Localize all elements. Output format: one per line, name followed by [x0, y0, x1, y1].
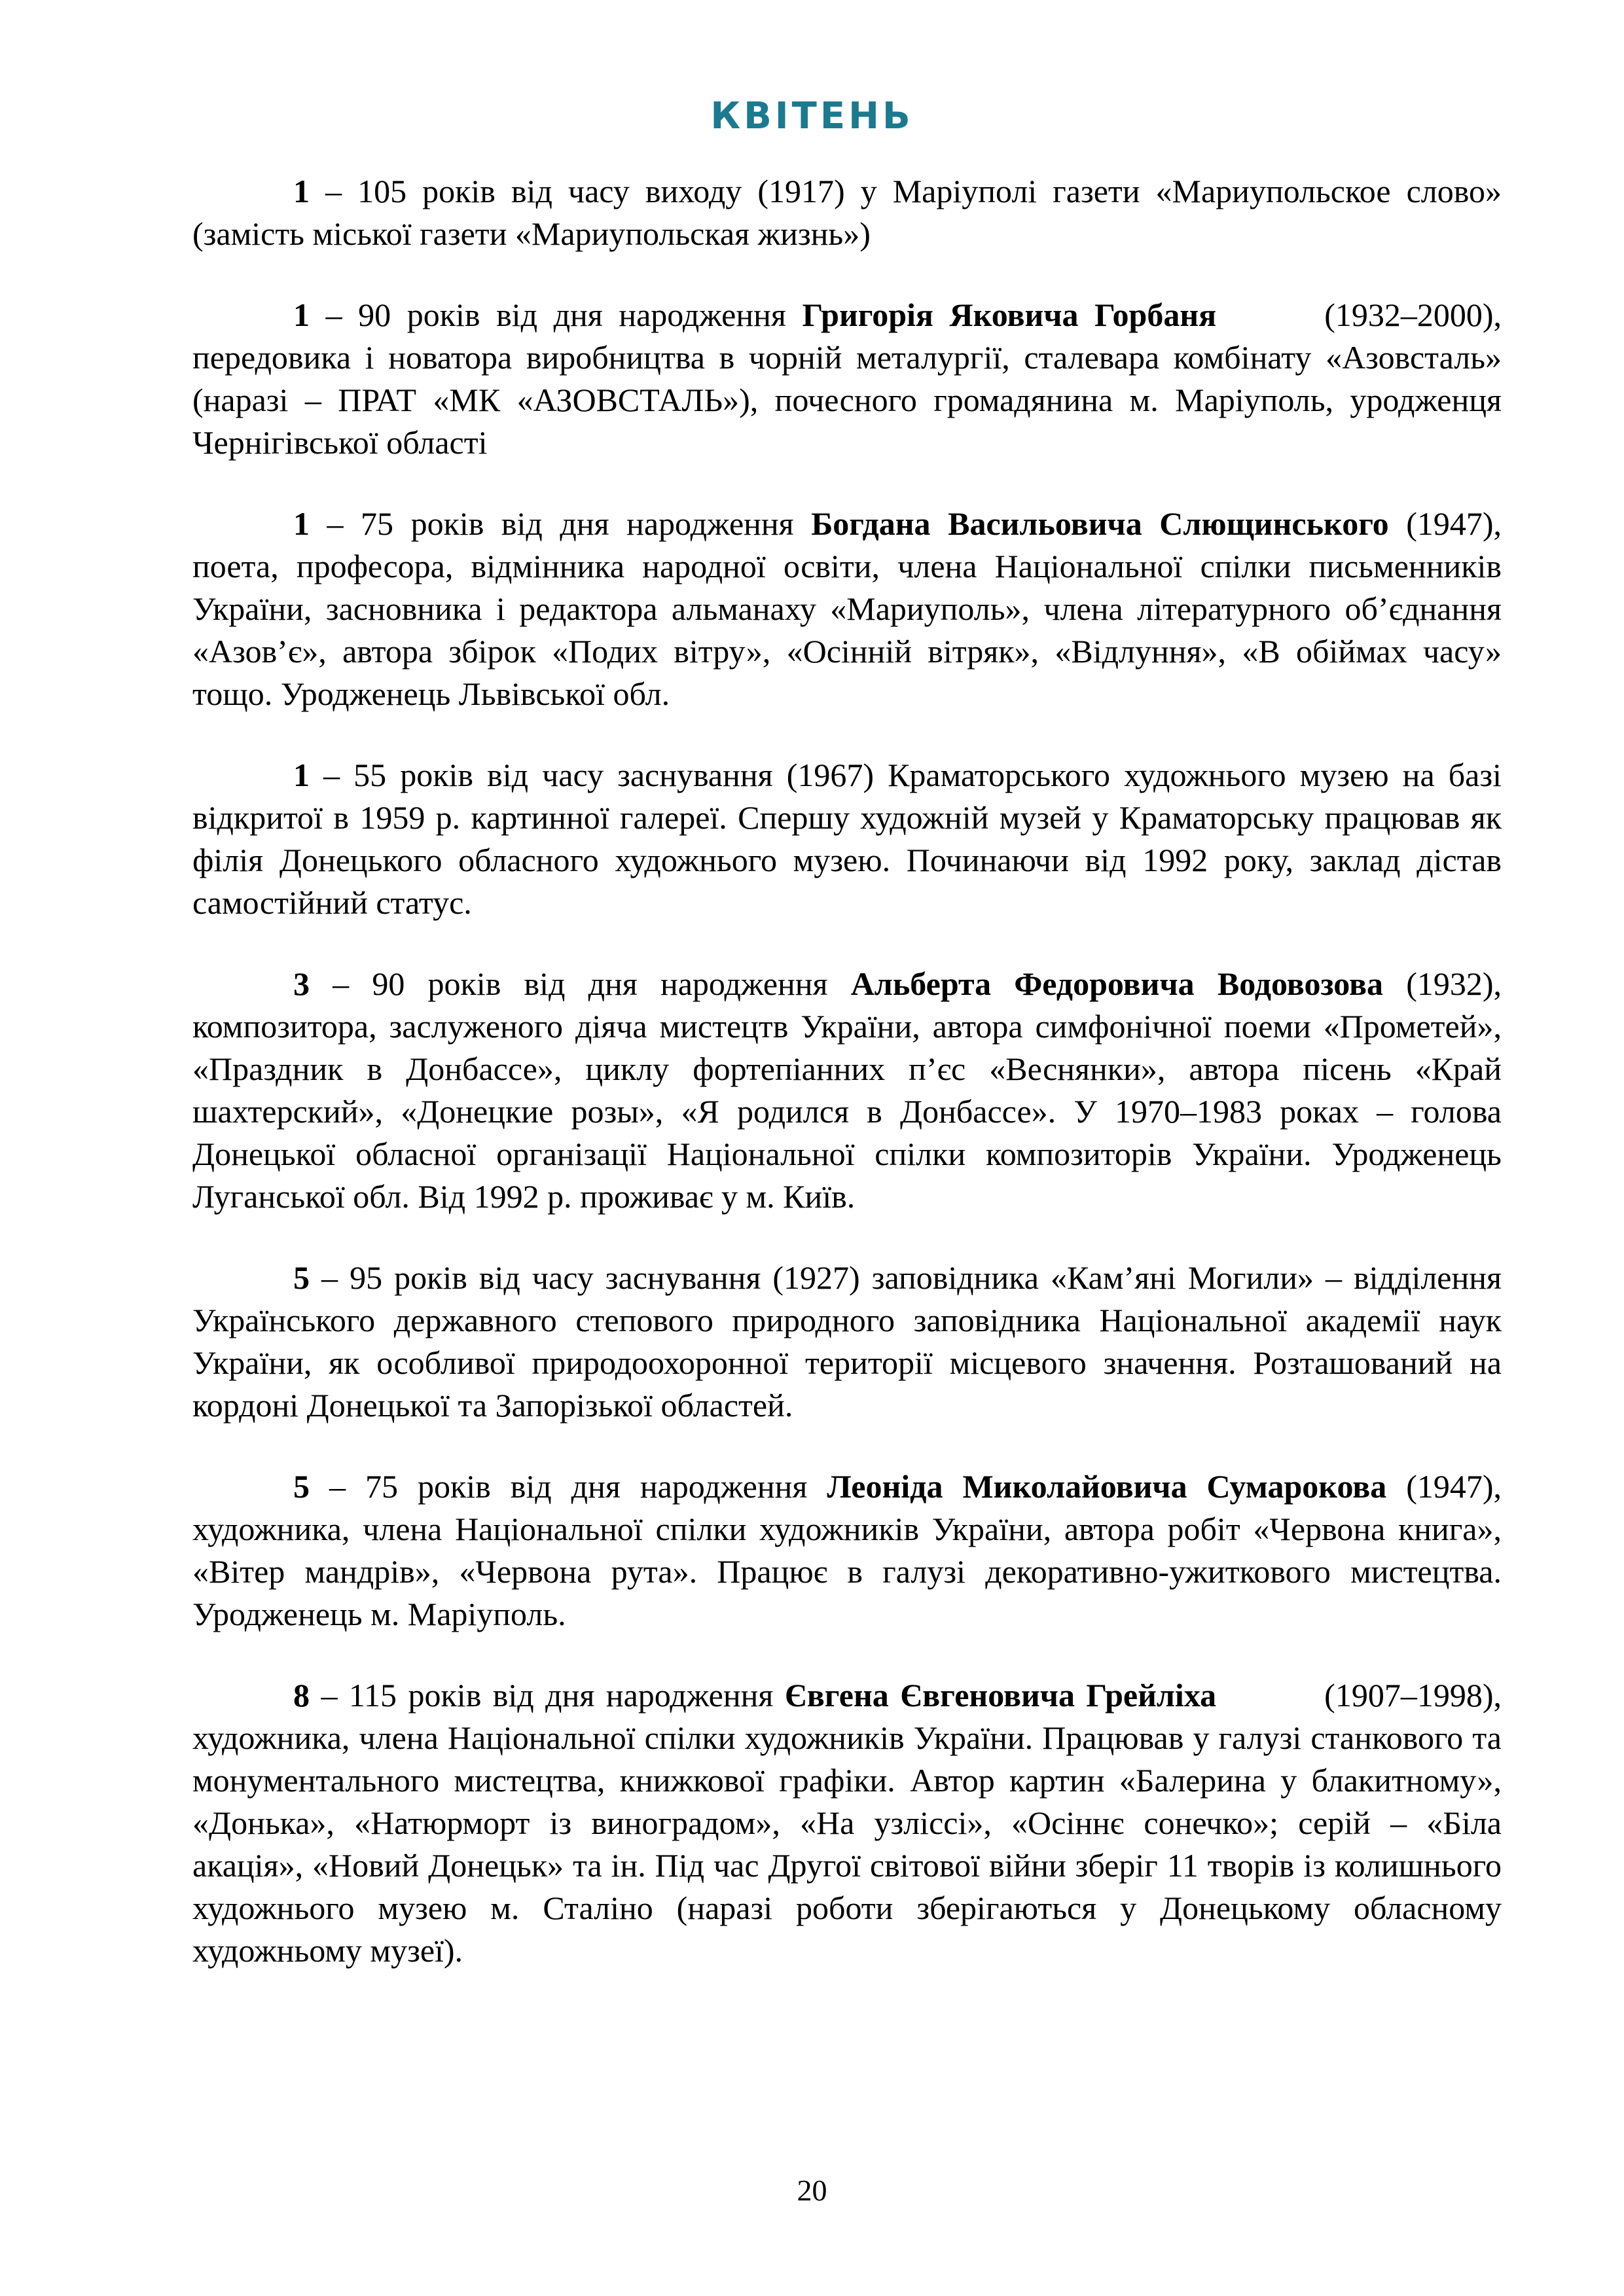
entry-day: 1	[293, 505, 310, 542]
entry-text: (1947), художника, члена Національної спілки художників України, автора робіт «Червона книга», «Вітер мандрів», «Червона рута». Працює в галузі декоративно-ужиткового мистецтва. Уродженець м. Маріуполь.	[192, 1468, 1502, 1632]
entry-day: 5	[293, 1259, 310, 1296]
list-item	[192, 170, 1502, 255]
entry-day: 1	[293, 757, 310, 793]
person-name: Євгена Євгеновича Грейліха	[784, 1677, 1217, 1713]
entry-lead: – 90 років від дня народження	[310, 296, 803, 333]
list-item	[192, 1674, 1502, 1972]
person-name: Богдана Васильовича Слющинського	[811, 505, 1389, 542]
list-item	[192, 754, 1502, 924]
entry-lead: – 115 років від дня народження	[310, 1677, 785, 1713]
entry-day: 3	[293, 965, 310, 1002]
list-item	[192, 1465, 1502, 1636]
person-name: Альберта Федоровича Водовозова	[850, 965, 1384, 1002]
entry-lead: – 90 років від дня народження	[310, 965, 851, 1002]
list-item	[192, 503, 1502, 715]
entry-text: (1907–1998), художника, члена Національної спілки художників України. Працював у галузі станкового та монументального мистецтва, книжкової графіки. Автор картин «Балерина у блакитному», «Донька», «Натюрморт із виноградом», «На узліссі», «Осіннє сонечко»; серій – «Біла акація», «Новий Донецьк» та ін. Під час Другої світової війни зберіг 11 творів із колишнього художнього музею м. Сталіно (наразі роботи зберігаються у Донецькому обласному художньому музеї).	[192, 1677, 1502, 1969]
list-item	[192, 294, 1502, 464]
entries-list	[192, 170, 1502, 2011]
entry-day: 8	[293, 1677, 310, 1713]
person-name: Леоніда Миколайовича Сумарокова	[827, 1468, 1387, 1505]
entry-text: – 95 років від часу заснування (1927) заповідника «Кам’яні Могили» – відділення Українського державного степового природного заповідника Національної академії наук України, як особливої природоохоронної території місцевого значення. Розташований на кордоні Донецької та Запорізької областей.	[192, 1259, 1502, 1424]
entry-text: (1947), поета, професора, відмінника народної освіти, члена Національної спілки письменників України, засновника і редактора альманаху «Мариуполь», члена літературного об’єднання «Азов’є», автора збірок «Подих вітру», «Осінній вітряк», «Відлуння», «В обіймах часу» тощо. Уродженець Львівської обл.	[192, 505, 1502, 712]
entry-lead: – 75 років від дня народження	[310, 1468, 827, 1505]
entry-text: – 105 років від часу виходу (1917) у Маріуполі газети «Мариупольское слово» (замість міської газети «Мариупольская жизнь»)	[192, 173, 1502, 252]
entry-day: 1	[293, 296, 310, 333]
list-item	[192, 963, 1502, 1218]
entry-text: – 55 років від часу заснування (1967) Краматорського художнього музею на базі відкритої в 1959 р. картинної галереї. Спершу художній музей у Краматорську працював як філія Донецького обласного художнього музею. Починаючи від 1992 року, заклад дістав самостійний статус.	[192, 757, 1502, 921]
list-item	[192, 1257, 1502, 1427]
page-title: КВІТЕНЬ	[710, 94, 914, 137]
entry-text: (1932), композитора, заслуженого діяча мистецтв України, автора симфонічної поеми «Прометей», «Праздник в Донбассе», циклу фортепіанних п’єс «Веснянки», автора пісень «Край шахтерский», «Донецкие розы», «Я родился в Донбассе». У 1970–1983 роках – голова Донецької обласної організації Національної спілки композиторів України. Уродженець Луганської обл. Від 1992 р. проживає у м. Київ.	[192, 965, 1502, 1215]
entry-day: 1	[293, 173, 310, 209]
entry-day: 5	[293, 1468, 310, 1505]
entry-lead: – 75 років від дня народження	[310, 505, 812, 542]
page-number: 20	[797, 2174, 827, 2207]
entry-text: (1932–2000), передовика і новатора виробництва в чорній металургії, сталевара комбінату «Азовсталь» (наразі – ПРАТ «МК «АЗОВСТАЛЬ»), почесного громадянина м. Маріуполь, уродженця Чернігівської області	[192, 296, 1502, 461]
person-name: Григорія Яковича Горбаня	[802, 296, 1217, 333]
